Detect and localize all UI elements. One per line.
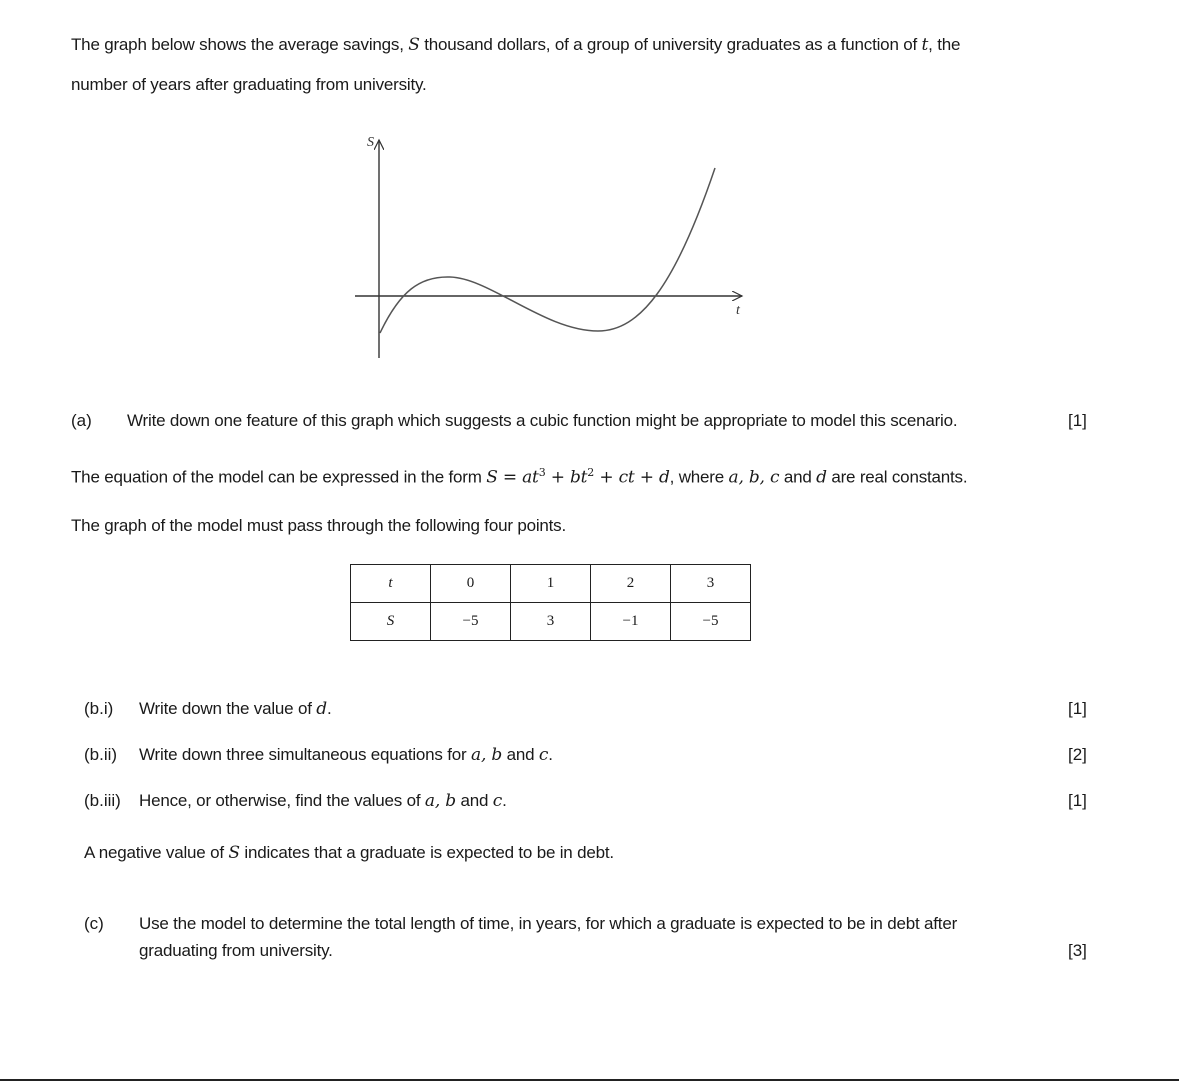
x-axis-label: t	[736, 303, 740, 318]
equation-line: The equation of the model can be expressed in the form $S = at^3 + bt^2$ + ct + d, where a, b, c and d are real constants.	[71, 466, 968, 488]
table-cell: 2	[591, 565, 671, 603]
part-bi-marks: [1]	[1068, 699, 1087, 718]
part-c-label: (c)	[84, 914, 104, 933]
part-biii-marks: [1]	[1068, 791, 1087, 810]
savings-graph	[340, 126, 760, 366]
table-row-t	[351, 565, 751, 603]
table-row-s	[351, 603, 751, 641]
table-cell: −5	[431, 603, 511, 641]
cubic-curve	[380, 168, 715, 333]
debt-text: A negative value of S indicates that a graduate is expected to be in debt.	[84, 843, 614, 863]
part-a-marks: [1]	[1068, 411, 1087, 430]
part-c-line-1: Use the model to determine the total length of time, in years, for which a graduate is expected to be in debt after	[139, 914, 958, 933]
part-bii-text: Write down three simultaneous equations for a, b and c.	[139, 745, 553, 765]
bottom-divider	[0, 1079, 1179, 1081]
part-a-text: Write down one feature of this graph which suggests a cubic function might be appropriate to model this scenario.	[127, 411, 958, 430]
y-axis-label: S	[367, 135, 374, 150]
part-biii-text: Hence, or otherwise, find the values of a, b and c.	[139, 791, 507, 811]
part-biii-label: (b.iii)	[84, 791, 121, 810]
table-cell: t	[351, 565, 431, 603]
table-cell: 3	[671, 565, 751, 603]
points-text: The graph of the model must pass through the following four points.	[71, 516, 567, 535]
part-c-marks: [3]	[1068, 941, 1087, 960]
intro-line-1: The graph below shows the average savings, S thousand dollars, of a group of university graduates as a function of t, the	[71, 35, 961, 55]
part-bi-text: Write down the value of d.	[139, 699, 332, 719]
part-c-line-2: graduating from university.	[139, 941, 333, 960]
table-cell: 1	[511, 565, 591, 603]
part-a-label: (a)	[71, 411, 92, 430]
table-cell: −5	[671, 603, 751, 641]
part-bii-label: (b.ii)	[84, 745, 118, 764]
table-cell: 3	[511, 603, 591, 641]
table-cell: −1	[591, 603, 671, 641]
part-bii-marks: [2]	[1068, 745, 1087, 764]
part-bi-label: (b.i)	[84, 699, 114, 718]
intro-line-2: number of years after graduating from university.	[71, 75, 427, 94]
table-cell: 0	[431, 565, 511, 603]
table-cell: S	[351, 603, 431, 641]
points-table	[350, 564, 751, 641]
